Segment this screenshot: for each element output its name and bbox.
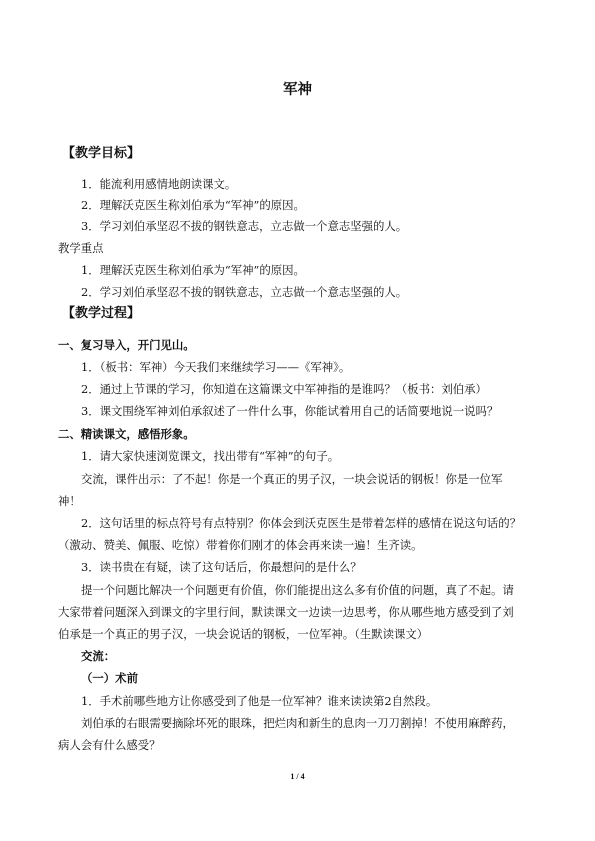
part2-item-2-line-2: （激动、赞美、佩服、吃惊）带着你们刚才的体会再来读一遍！生齐读。	[58, 538, 423, 552]
subsection1-paragraph-line-1: 刘伯承的右眼需要摘除坏死的眼珠，把烂肉和新生的息肉一刀刀割掉！不使用麻醉药，	[81, 716, 514, 730]
part1-item-3: 3．课文围绕军神刘伯承叙述了一件什么事，你能试着用自己的话简要地说一说吗？	[81, 404, 499, 418]
section-heading-process: 【教学过程】	[62, 306, 141, 321]
question-paragraph-line-3: 伯承是一个真正的男子汉，一块会说话的钢板，一位军神。（生默读课文）	[58, 627, 429, 641]
question-paragraph-line-1: 提一个问题比解决一个问题更有价值，你们能提出这么多有价值的问题，真了不起。请	[81, 583, 514, 597]
goal-item-3: 3．学习刘伯承坚忍不拔的钢铁意志，立志做一个意志坚强的人。	[81, 219, 408, 233]
key-point-item-1: 1．理解沃克医生称刘伯承为“军神”的原因。	[81, 263, 305, 277]
section-heading-goals: 【教学目标】	[62, 146, 141, 161]
part-heading-1: 一、复习导入，开门见山。	[58, 338, 195, 352]
part1-item-2: 2．通过上节课的学习，你知道在这篇课文中军神指的是谁吗？（板书：刘伯承）	[81, 382, 487, 396]
exchange-label: 交流：	[81, 649, 116, 663]
part2-item-2-line-1: 2．这句话里的标点符号有点特别？你体会到沃克医生是带着怎样的感情在说这句话的？	[81, 516, 522, 530]
part2-item-1: 1．请大家快速浏览课文，找出带有“军神”的句子。	[81, 449, 340, 463]
part1-item-1: 1．（板书：军神）今天我们来继续学习——《军神》。	[81, 360, 351, 374]
part2-item-3: 3．读书贵在有疑，读了这句话后，你最想问的是什么？	[81, 560, 362, 574]
exchange-paragraph-line-2: 神！	[58, 494, 81, 508]
part-heading-2: 二、精读课文，感悟形象。	[58, 427, 195, 441]
exchange-paragraph-line-1: 交流，课件出示：了不起！你是一个真正的男子汉，一块会说话的钢板！你是一位军	[81, 472, 503, 486]
subsection1-paragraph-line-2: 病人会有什么感受？	[58, 738, 161, 752]
page-title: 军神	[283, 82, 312, 98]
subsection-heading-1: （一）术前	[81, 671, 138, 685]
subsection1-item-1: 1．手术前哪些地方让你感受到了他是一位军神？谁来读读第2自然段。	[81, 694, 438, 708]
page-number: 1 / 4	[290, 772, 305, 781]
key-points-label: 教学重点	[58, 241, 104, 255]
key-point-item-2: 2．学习刘伯承坚忍不拔的钢铁意志，立志做一个意志坚强的人。	[81, 285, 408, 299]
goal-item-2: 2．理解沃克医生称刘伯承为“军神”的原因。	[81, 198, 305, 212]
goal-item-1: 1．能流利用感情地朗读课文。	[81, 177, 237, 191]
question-paragraph-line-2: 大家带着问题深入到课文的字里行间，默读课文一边读一边思考，你从哪些地方感受到了刘	[58, 605, 514, 619]
